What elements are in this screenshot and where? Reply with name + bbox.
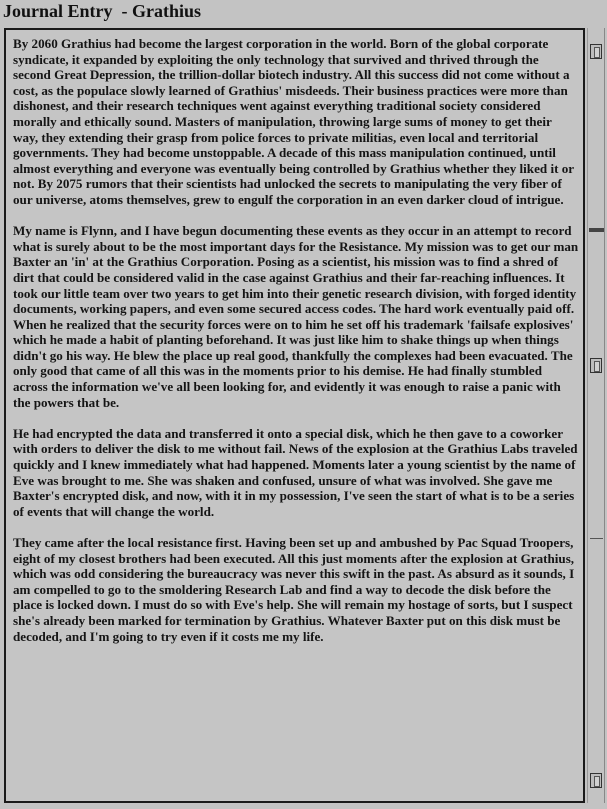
journal-paragraph-4: They came after the local resistance first. Having been set up and ambushed by Pac Squad Troopers, eight of my closest brothers had been executed. All this just moments after the explosion at Grathius, which was odd considering the bureaucracy was never this swift in the past. As absurd as it sounds, I am compelled to go to the smoldering Research Lab and find a way to decode the disk before the place is locked down. I must do so with Eve's help. She will remain my hostage of sorts, but I suspect she's already been marked for termination by Grathius. Whatever Baxter put on this disk must be decoded, and I'm going to try even if it costs me my life. [13, 535, 575, 644]
scrollbar-thumb[interactable] [589, 228, 604, 232]
window-title: Journal Entry - Grathius [3, 1, 202, 21]
scroll-up-icon [594, 47, 600, 58]
journal-paragraph-3: He had encrypted the data and transferred it onto a special disk, which he then gave to a coworker with orders to deliver the disk to me without fail. News of the explosion at the Grathius Labs traveled quickly and I knew immediately what had happened. Moments later a young scientist by the name of Eve was brought to me. She was shaken and confused, unsure of what was involved. She gave me Baxter's encrypted disk, and now, with it in my possession, I've seen the start of what is to be a series of events that will change the world. [13, 425, 578, 519]
journal-text-panel[interactable] [4, 28, 585, 803]
journal-paragraph-1: By 2060 Grathius had become the largest corporation in the world. Born of the global corporate syndicate, it expanded by exploiting the only technology that survived and thrived through the second Great Depression, the trillion-dollar biotech industry. All this success did not come without a cost, as the populace slowly learned of Grathius' misdeeds. Their business practices were more than dishonest, and their research techniques went against everything traditional society considered morally and ethically sound. Masters of manipulation, throwing large sums of money to get their way, they extending their grasp from police forces to private militias, even local and territorial governments. They had become unstoppable. A decade of this mass manipulation continued, until almost everything and everyone was eventually being controlled by Grathius whether they liked it or not. By 2075 rumors that their scientists had unlocked the secrets to manipulating the very fiber of our universe, atoms themselves, grew to engulf the corporation in an even darker cloud of intrigue. [13, 36, 574, 207]
scroll-down-icon [594, 776, 600, 787]
title-bar [0, 0, 607, 25]
scroll-page-icon [594, 361, 600, 372]
vertical-scrollbar[interactable] [587, 28, 605, 803]
scroll-down-button[interactable] [590, 773, 602, 788]
journal-paragraph-2: My name is Flynn, and I have begun documenting these events as they occur in an attempt to record what is surely about to be the most important days for the Resistance. My mission was to get our man Baxter an 'in' at the Grathius Corporation. Posing as a scientist, his mission was to find a shred of dirt that could be considered valid in the case against Grathius and their far-reaching influences. It took our little team over two years to get him into their genetic research division, with forged identity documents, working papers, and even some secured access codes. The hard work eventually paid off. When he realized that the security forces were on to him he set off his trademark 'failsafe explosives' which he made a habit of planting beforehand. It was just like him to shake things up when things didn't go his way. He blew the place up real good, thankfully the complexes had been evacuated. The only good that came of all this was in the moments prior to his demise. He had finally stumbled across the information we've all been looking for, and evidently it was enough to raise a panic with the powers that be. [13, 223, 579, 410]
scroll-up-button[interactable] [590, 44, 602, 59]
journal-text [13, 36, 579, 660]
scroll-page-button[interactable] [590, 358, 602, 373]
scrollbar-tick [590, 538, 603, 539]
